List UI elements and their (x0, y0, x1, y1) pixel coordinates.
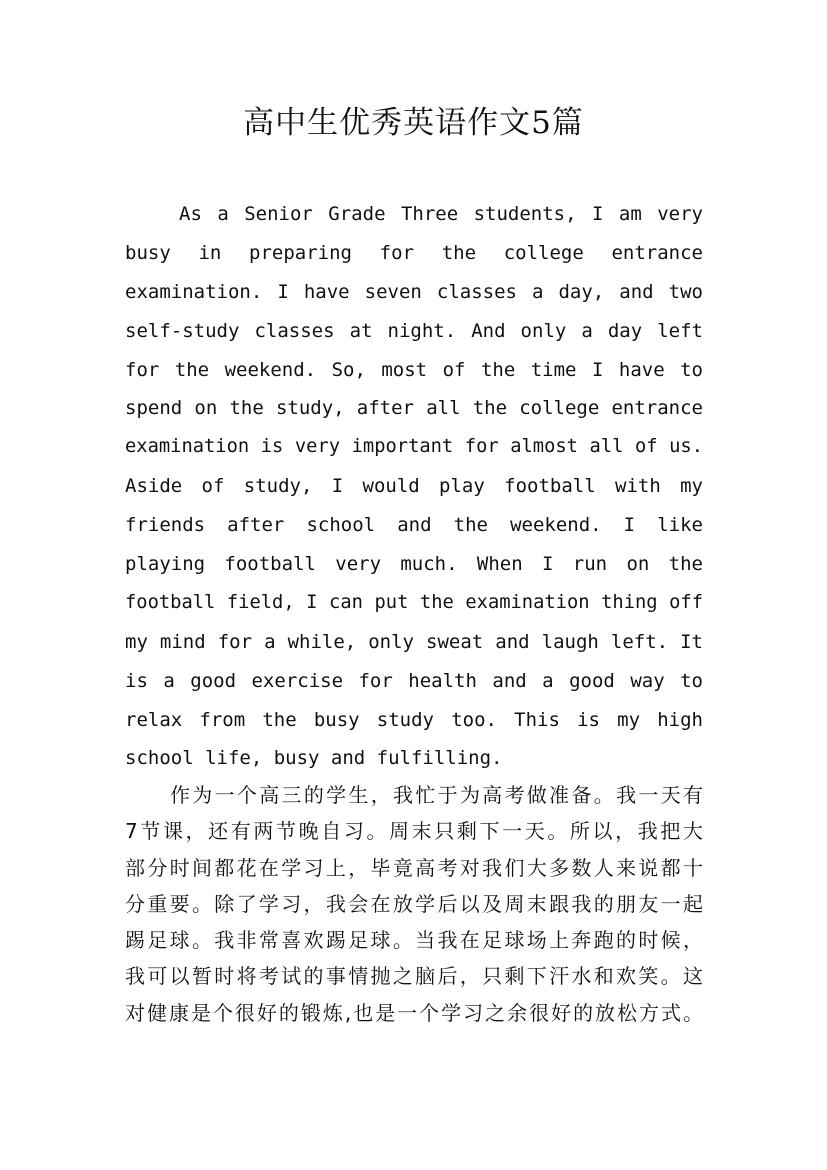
english-line: spend on the study, after all the college entrance (125, 397, 703, 420)
english-line: examination is very important for almost all of us. (125, 436, 703, 458)
english-line: friends after school and the weekend. I like (125, 514, 703, 537)
english-line: busy in preparing for the college entrance (125, 241, 703, 264)
english-line: football field, I can put the examination thing off (125, 591, 703, 613)
english-line: my mind for a while, only sweat and laugh left. It (125, 630, 703, 653)
english-line: Aside of study, I would play football with my (125, 475, 703, 498)
english-line: As a Senior Grade Three students, I am very (179, 203, 703, 225)
english-line: self-study classes at night. And only a day left (125, 319, 703, 342)
english-line: examination. I have seven classes a day, and two (125, 280, 703, 303)
chinese-line: 对健康是个很好的锻炼,也是一个学习之余很好的放松方式。 (125, 1000, 703, 1025)
english-line: playing football very much. When I run on the (125, 553, 703, 576)
english-line: for the weekend. So, most of the time I have to (125, 358, 703, 381)
chinese-line: 部分时间都花在学习上，毕竟高考对我们大多数人来说都十 (125, 855, 703, 880)
english-line: relax from the busy study too. This is my high (125, 708, 703, 731)
english-paragraph (125, 195, 703, 778)
english-line: is a good exercise for health and a good way to (125, 669, 703, 692)
chinese-line: 我可以暂时将考试的事情抛之脑后，只剩下汗水和欢笑。这 (125, 964, 703, 989)
chinese-line: 踢足球。我非常喜欢踢足球。当我在足球场上奔跑的时候， (125, 928, 703, 953)
chinese-paragraph (125, 777, 703, 1031)
english-line: school life, busy and fulfilling. (125, 747, 503, 770)
document-title: 高中生优秀英语作文5篇 (243, 105, 584, 141)
chinese-line: 7节课，还有两节晚自习。周末只剩下一天。所以，我把大 (125, 819, 703, 844)
chinese-line: 作为一个高三的学生，我忙于为高考做准备。我一天有 (170, 783, 703, 807)
chinese-line: 分重要。除了学习，我会在放学后以及周末跟我的朋友一起 (125, 891, 703, 916)
